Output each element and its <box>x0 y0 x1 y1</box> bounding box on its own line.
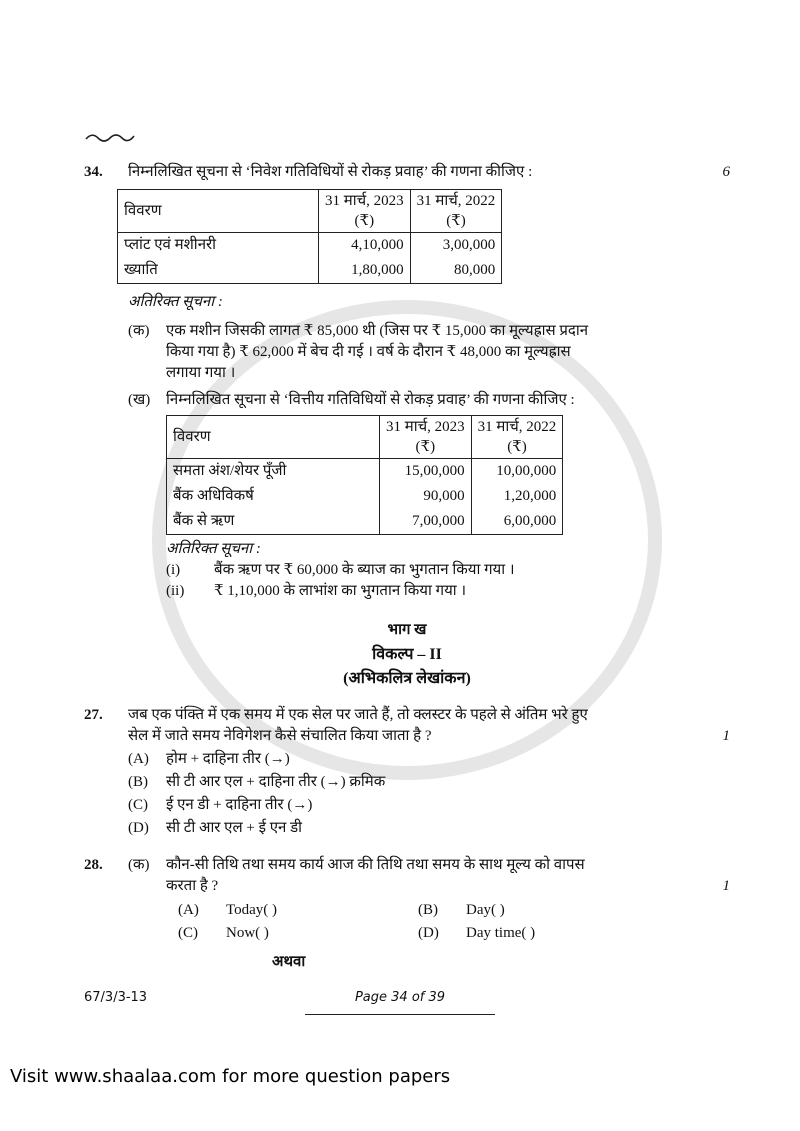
table-cell: 4,10,000 <box>319 233 411 259</box>
table-cell: 3,00,000 <box>410 233 502 259</box>
footer <box>84 987 730 1015</box>
table-cell: 15,00,000 <box>380 459 472 485</box>
table-row <box>167 459 563 485</box>
option-text: Today( ) <box>226 902 278 918</box>
visit-link[interactable]: Visit www.shaalaa.com for more question papers <box>10 1066 451 1087</box>
page-number: Page 34 of 39 <box>305 987 495 1015</box>
additional-info-label-2: अतिरिक्त सूचना : <box>166 541 261 557</box>
q28-number: 28. <box>84 857 103 873</box>
q34-number: 34. <box>84 164 103 180</box>
q28-options <box>178 900 730 944</box>
note-text: बैंक ऋण पर ₹ 60,000 के ब्याज का भुगतान किया गया । <box>214 562 515 578</box>
note <box>166 560 700 581</box>
section-option: विकल्प – II <box>372 646 442 663</box>
table-row <box>167 509 563 535</box>
q28-question <box>128 855 730 897</box>
option <box>128 749 730 770</box>
option-text: होम + दाहिना तीर (→) <box>166 751 290 767</box>
paper-code: 67/3/3-13 <box>84 990 148 1005</box>
option-label: (B) <box>418 902 438 918</box>
q27-line: जब एक पंक्ति में एक समय में एक सेल पर जाते हैं, तो क्लस्टर के पहले से अंतिम भरे हुए <box>128 707 588 723</box>
option <box>128 818 730 839</box>
table-cell: समता अंश/शेयर पूँजी <box>167 459 380 485</box>
part-ka-line: किया गया है) ₹ 62,000 में बेच दी गई । वर्ष के दौरान ₹ 48,000 का मूल्यह्रास <box>166 344 571 360</box>
table-cell: 6,00,000 <box>471 509 563 535</box>
option <box>178 900 418 921</box>
tilde-mark-icon <box>84 130 138 144</box>
header-particulars: विवरण <box>167 416 380 459</box>
option-label: (A) <box>178 902 199 918</box>
table-cell: प्लांट एवं मशीनरी <box>118 233 319 259</box>
table-cell: 80,000 <box>410 258 502 284</box>
investing-table <box>117 189 502 284</box>
header-2023: 31 मार्च, 2023 (₹) <box>319 190 411 233</box>
note <box>166 581 700 602</box>
q28-line: कौन-सी तिथि तथा समय कार्य आज की तिथि तथा समय के साथ मूल्य को वापस <box>166 857 585 873</box>
option <box>418 900 730 921</box>
table-cell: बैंक से ऋण <box>167 509 380 535</box>
table-row <box>118 233 502 259</box>
header-2023: 31 मार्च, 2023 (₹) <box>380 416 472 459</box>
option-text: ई एन डी + दाहिना तीर (→) <box>166 797 313 813</box>
option-label: (C) <box>178 925 198 941</box>
table-row <box>167 484 563 509</box>
q28-part: (क) <box>128 857 150 873</box>
header-2022: 31 मार्च, 2022 (₹) <box>471 416 563 459</box>
q27-number: 27. <box>84 707 103 723</box>
part-kha-text: निम्नलिखित सूचना से ‘वित्तीय गतिविधियों से रोकड़ प्रवाह’ की गणना कीजिए : <box>166 392 575 408</box>
option-text: Day( ) <box>466 902 505 918</box>
note-label: (ii) <box>166 583 185 599</box>
header-2022: 31 मार्च, 2022 (₹) <box>410 190 502 233</box>
option-text: सी टी आर एल + ई एन डी <box>166 820 303 836</box>
note-text: ₹ 1,10,000 के लाभांश का भुगतान किया गया । <box>214 583 467 599</box>
additional-info-label: अतिरिक्त सूचना : <box>128 294 223 310</box>
table-cell: 10,00,000 <box>471 459 563 485</box>
q27 <box>84 705 730 839</box>
option <box>128 772 730 793</box>
option <box>178 923 418 944</box>
option-text: Day time( ) <box>466 925 536 941</box>
part-ka-line: लगाया गया । <box>166 365 236 381</box>
q27-line: सेल में जाते समय नेविगेशन कैसे संचालित किया जाता है ? <box>128 728 432 744</box>
q27-marks: 1 <box>722 728 730 744</box>
option-label: (D) <box>128 820 149 836</box>
table-cell: 1,20,000 <box>471 484 563 509</box>
table-row <box>118 258 502 284</box>
q28-line: करता है ? <box>166 878 219 894</box>
option-label: (C) <box>128 797 148 813</box>
part-ka-line: एक मशीन जिसकी लागत ₹ 85,000 थी (जिस पर ₹ 15,000 का मूल्यह्रास प्रदान <box>166 323 589 339</box>
option-label: (D) <box>418 925 439 941</box>
part-ka <box>128 321 700 384</box>
option-text: सी टी आर एल + दाहिना तीर (→) क्रमिक <box>166 774 386 790</box>
note-label: (i) <box>166 562 181 578</box>
or-label: अथवा <box>272 954 306 970</box>
section-part: भाग ख <box>387 622 427 638</box>
table-cell: बैंक अधिविकर्ष <box>167 484 380 509</box>
part-kha-label: (ख) <box>128 392 151 408</box>
header-particulars: विवरण <box>118 190 319 233</box>
q28 <box>84 855 730 973</box>
option-label: (A) <box>128 751 149 767</box>
option <box>128 795 730 816</box>
q28-marks: 1 <box>722 878 730 894</box>
q34-text: निम्नलिखित सूचना से ‘निवेश गतिविधियों से रोकड़ प्रवाह’ की गणना कीजिए : <box>128 164 533 180</box>
part-kha <box>128 390 700 602</box>
option-text: Now( ) <box>226 925 269 941</box>
table-cell: 7,00,000 <box>380 509 472 535</box>
section-title: (अभिकलित्र लेखांकन) <box>343 670 471 687</box>
table-cell: ख्याति <box>118 258 319 284</box>
part-ka-label: (क) <box>128 323 150 339</box>
table-cell: 90,000 <box>380 484 472 509</box>
q27-question <box>128 705 730 747</box>
table-cell: 1,80,000 <box>319 258 411 284</box>
option-label: (B) <box>128 774 148 790</box>
q34 <box>84 162 730 602</box>
q34-marks: 6 <box>722 164 730 180</box>
financing-table <box>166 415 563 535</box>
option <box>418 923 730 944</box>
